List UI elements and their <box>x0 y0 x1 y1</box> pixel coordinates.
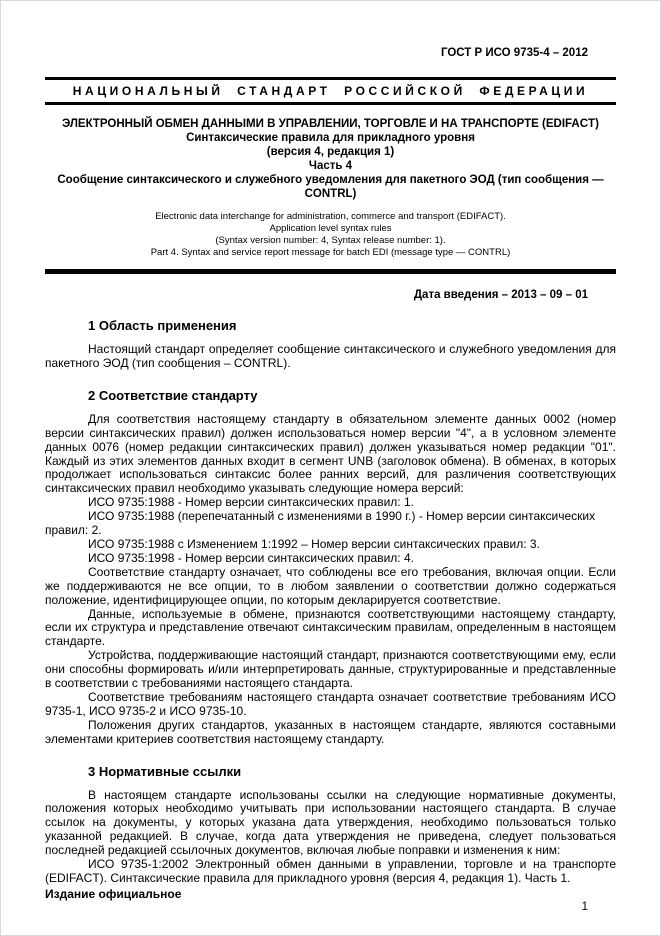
doc-code: ГОСТ Р ИСО 9735-4 – 2012 <box>440 47 588 59</box>
title-ru-line1: ЭЛЕКТРОННЫЙ ОБМЕН ДАННЫМИ В УПРАВЛЕНИИ, ТОРГОВЛЕ И НА ТРАНСПОРТЕ (EDIFACT) <box>62 118 599 130</box>
title-ru-line4: Часть 4 <box>308 160 353 172</box>
section-conformance <box>45 388 616 747</box>
official-edition-label: Издание официальное <box>45 886 182 901</box>
paragraph: Положения других стандартов, указанных в настоящем стандарте, являются составными элементами критериев соответствия настоящему стандарту. <box>45 717 616 746</box>
version-list-item: ИСО 9735:1988 - Номер версии синтаксических правил: 1. <box>88 495 414 510</box>
section-2-heading: 2 Соответствие стандарту <box>88 387 258 403</box>
title-ru-line3: (версия 4, редакция 1) <box>266 146 395 158</box>
paragraph: Соответствие стандарту означает, что соблюдены все его требования, включая опции. Если же поддерживаются не все опции, то в любом заявлении о соответствии должно содержаться положение, идентифицирующее опции, по которым декларируется соответствие. <box>45 564 616 607</box>
section-normative-references <box>45 764 616 886</box>
paragraph: Настоящий стандарт определяет сообщение синтаксического и служебного уведомления для пакетного ЭОД (тип сообщения – CONTRL). <box>45 342 616 370</box>
version-list-item: ИСО 9735:1988 (перепечатанный с изменениями в 1990 г.) - Номер версии синтаксических правил: 2. <box>45 509 596 538</box>
paragraph: Данные, используемые в обмене, признаются соответствующими настоящему стандарту, если их структура и представление отвечают синтаксическим правилам, определенным в настоящем стандарте. <box>45 606 616 649</box>
version-list-item: ИСО 9735:1988 с Изменением 1:1992 – Номер версии синтаксических правил: 3. <box>88 536 540 551</box>
effective-date: Дата введения – 2013 – 09 – 01 <box>413 289 588 301</box>
divider-bar <box>45 269 616 274</box>
title-english <box>45 211 616 259</box>
version-list-item: ИСО 9735:1998 - Номер версии синтаксических правил: 4. <box>88 550 414 565</box>
title-en-line3: (Syntax version number: 4, Syntax release number: 1). <box>215 235 446 246</box>
paragraph: Соответствие требованиям настоящего стандарта означает соответствие требованиям ИСО 9735-1, ИСО 9735-2 и ИСО 9735-10. <box>45 689 616 718</box>
section-scope <box>45 318 616 371</box>
paragraph: Для соответствия настоящему стандарту в обязательном элементе данных 0002 (номер версии синтаксических правил) должен использоваться номер версии "4", а в условном элементе данных 0076 (номер редакции синтаксических правил) должен указываться номер редакции "01". Каждый из этих элементов данных входит в сегмент UNB (заголовок обмена). В обменах, в которых продолжает использоваться синтаксис более ранних версий, для различения соответствующих синтаксических правил необходимо указывать следующие номера версий: <box>45 411 616 496</box>
section-3-heading: 3 Нормативные ссылки <box>88 763 242 779</box>
title-ru-line2: Синтаксические правила для прикладного уровня <box>186 132 475 144</box>
page-number: 1 <box>581 901 588 913</box>
paragraph: ИСО 9735-1:2002 Электронный обмен данными в управлении, торговле и на транспорте (EDIFACT). Синтаксические правила для прикладного уровня (версия 4, редакция 1). Часть 1. <box>45 857 616 885</box>
section-1-heading: 1 Область применения <box>88 318 237 333</box>
title-en-line4: Part 4. Syntax and service report message for batch EDI (message type — CONTRL) <box>150 247 511 258</box>
paragraph: Устройства, поддерживающие настоящий стандарт, признаются соответствующими ему, если они способны формировать и/или интерпретировать данные, структурированные и представленные в соответствии с требованиями настоящего стандарта. <box>45 648 616 691</box>
title-en-line1: Electronic data interchange for administration, commerce and transport (EDIFACT). <box>155 211 506 222</box>
title-ru-line5: Сообщение синтаксического и служебного уведомления для пакетного ЭОД (тип сообщения — CONTRL) <box>57 174 604 200</box>
title-russian <box>45 117 616 201</box>
title-en-line2: Application level syntax rules <box>269 223 392 234</box>
paragraph: В настоящем стандарте использованы ссылки на следующие нормативные документы, положения которых необходимо учитывать при использовании настоящего стандарта. В случае ссылок на документы, у которых указана дата утверждения, необходимо пользоваться только указанной редакцией. В случае, когда дата утверждения не приведена, следует пользоваться последней редакцией ссылочных документов, включая любые поправки и изменения к ним: <box>45 787 616 858</box>
national-standard-banner: НАЦИОНАЛЬНЫЙ СТАНДАРТ РОССИЙСКОЙ ФЕДЕРАЦИИ <box>45 77 616 105</box>
